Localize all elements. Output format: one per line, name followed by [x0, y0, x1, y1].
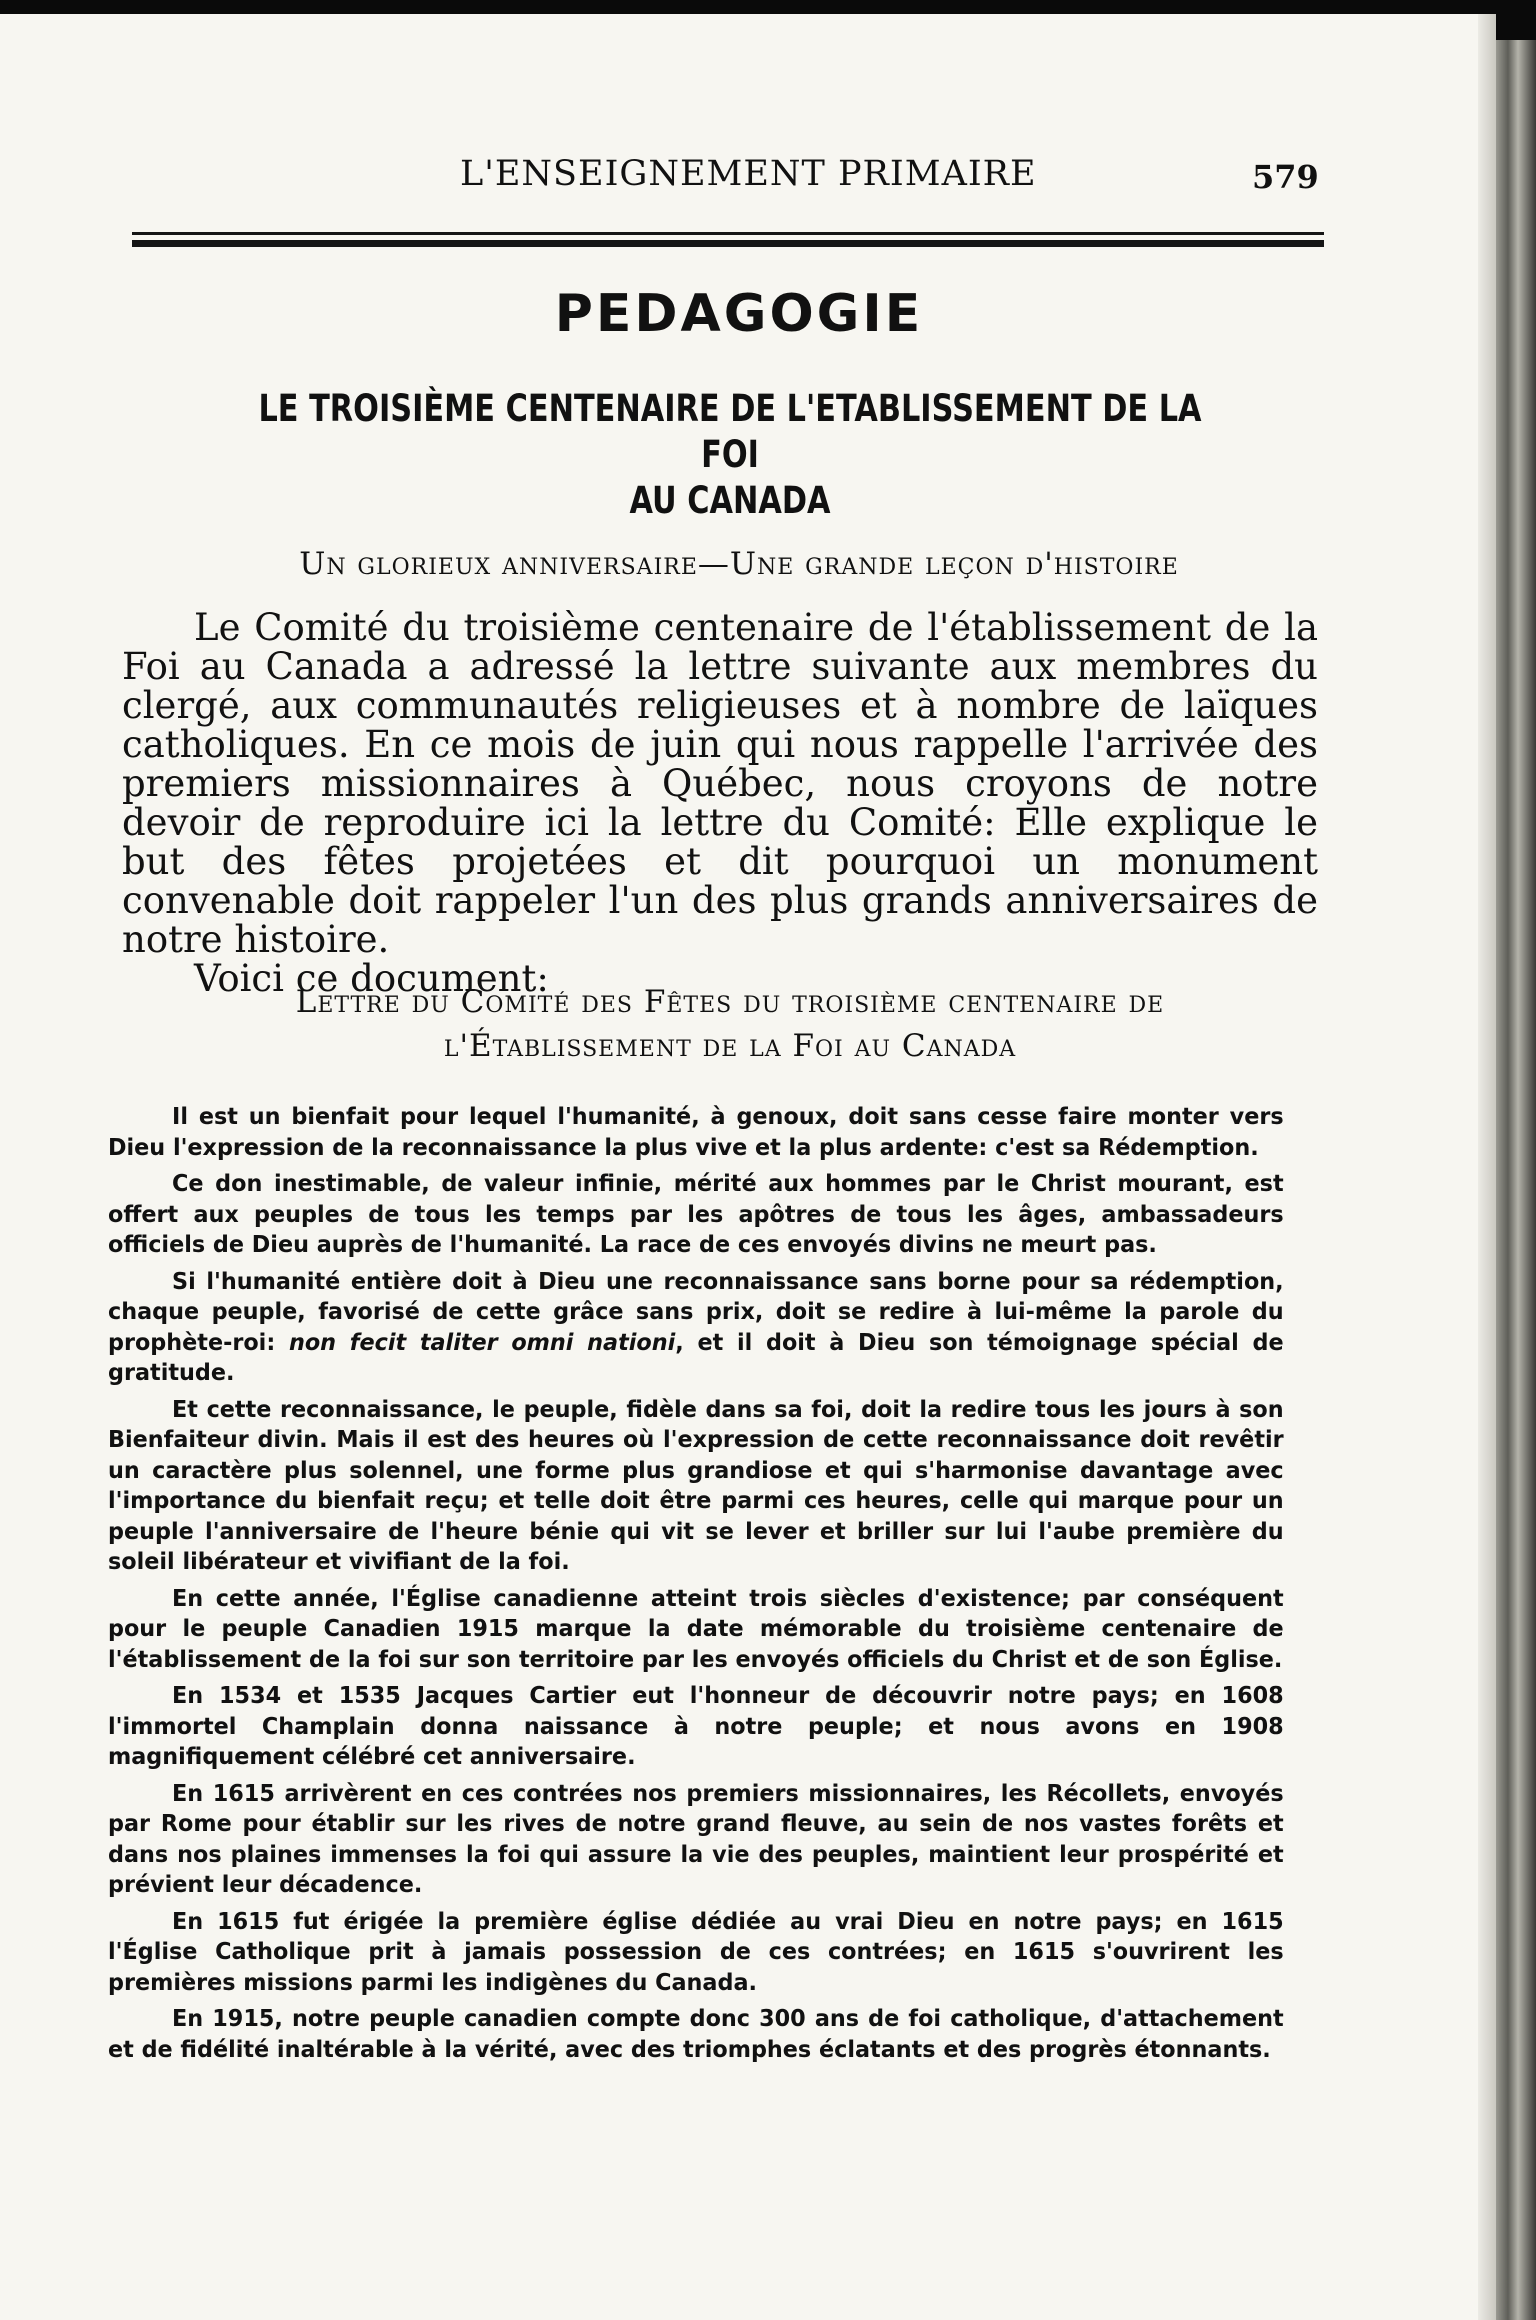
letter-paragraph-6: En 1534 et 1535 Jacques Cartier eut l'honneur de découvrir notre pays; en 1608 l'immortel Champlain donna naissance à notre peuple; et nous avons en 1908 magnifiquement célébré cet anniversaire.: [108, 1683, 1284, 1770]
letter-heading-line-1: Lettre du Comité des Fêtes du troisième centenaire de: [295, 984, 1165, 1020]
letter-body: [108, 1102, 1284, 2071]
page-gutter-shadow: [1478, 14, 1496, 2320]
letter-paragraph-3-start: Si l'humanité entière doit à Dieu une reconnaissance sans borne pour sa rédemption, chaque peuple, favorisé de cette grâce sans prix, doit se redire à lui-même la parole du prophète-roi:: [108, 1268, 1284, 1356]
book-page: [0, 14, 1478, 2320]
letter-paragraph-3: [108, 1267, 1284, 1389]
letter-paragraph-1: Il est un bienfait pour lequel l'humanité, à genoux, doit sans cesse faire monter vers Dieu l'expression de la reconnaissance la plus vive et la plus ardente: c'est sa Rédemption.: [108, 1104, 1284, 1161]
subtitle-line-1: LE TROISIÈME CENTENAIRE DE L'ETABLISSEMENT DE LA FOI: [258, 387, 1202, 476]
header-rule-thick: [132, 240, 1324, 247]
intro-paragraph: Le Comité du troisième centenaire de l'établissement de la Foi au Canada a adressé la lettre suivante aux membres du clergé, aux communautés religieuses et à nombre de laïques catholiques. En ce mois de juin qui nous rappelle l'arrivée des premiers missionnaires à Québec, nous croyons de notre devoir de reproduire ici la lettre du Comité: Elle explique le but des fêtes projetées et dit pourquoi un monument convenable doit rappeler l'un des plus grands anniversaires de notre histoire.: [122, 606, 1318, 961]
letter-heading: [140, 980, 1320, 1068]
intro-text: [122, 608, 1318, 998]
main-title: PEDAGOGIE: [554, 284, 924, 344]
letter-paragraph-2: Ce don inestimable, de valeur infinie, mérité aux hommes par le Christ mourant, est offert aux peuples de tous les temps par les apôtres de tous les âges, ambassadeurs officiels de Dieu auprès de l'humanité. La race de ces envoyés divins ne meurt pas.: [108, 1171, 1284, 1258]
article-subtitle: [246, 386, 1214, 524]
latin-quote: non fecit taliter omni nationi: [288, 1329, 676, 1356]
page-number: 579: [1252, 158, 1319, 196]
section-heading: Un glorieux anniversaire—Une grande leçon d'histoire: [299, 546, 1179, 582]
intro-closing: Voici ce document:: [194, 957, 549, 1000]
letter-paragraph-3-end: , et il doit à Dieu son témoignage spécial de gratitude.: [108, 1329, 1284, 1386]
letter-paragraph-5: En cette année, l'Église canadienne atteint trois siècles d'existence; par conséquent pour le peuple Canadien 1915 marque la date mémorable du troisième centenaire de l'établissement de la foi sur son territoire par les envoyés officiels du Christ et de son Église.: [108, 1585, 1284, 1673]
running-head: [0, 154, 1478, 204]
subtitle-line-2: AU CANADA: [629, 479, 831, 522]
running-title: L'ENSEIGNEMENT PRIMAIRE: [460, 154, 1037, 194]
header-rule-thin: [132, 232, 1324, 235]
letter-paragraph-9: En 1915, notre peuple canadien compte donc 300 ans de foi catholique, d'attachement et de fidélité inaltérable à la vérité, avec des triomphes éclatants et des progrès étonnants.: [108, 2006, 1284, 2063]
letter-paragraph-8: En 1615 fut érigée la première église dédiée au vrai Dieu en notre pays; en 1615 l'Église Catholique prit à jamais possession de ces contrées; en 1615 s'ouvrirent les premières missions parmi les indigènes du Canada.: [108, 1908, 1284, 1996]
letter-paragraph-4: Et cette reconnaissance, le peuple, fidèle dans sa foi, doit la redire tous les jours à son Bienfaiteur divin. Mais il est des heures où l'expression de cette reconnaissance doit revêtir un caractère plus solennel, une forme plus grandiose et qui s'harmonise davantage avec l'importance du bienfait reçu; et telle doit être parmi ces heures, celle qui marque pour un peuple l'anniversaire de l'heure bénie qui vit se lever et briller sur lui l'aube première du soleil libérateur et vivifiant de la foi.: [108, 1396, 1284, 1575]
letter-heading-line-2: l'Établissement de la Foi au Canada: [443, 1028, 1017, 1064]
book-edge: [1496, 40, 1536, 2320]
letter-paragraph-7: En 1615 arrivèrent en ces contrées nos premiers missionnaires, les Récollets, envoyés par Rome pour établir sur les rives de notre grand fleuve, au sein de nos vastes forêts et dans nos plaines immenses la foi qui assure la vie des peuples, maintient leur prospérité et prévient leur décadence.: [108, 1780, 1284, 1898]
